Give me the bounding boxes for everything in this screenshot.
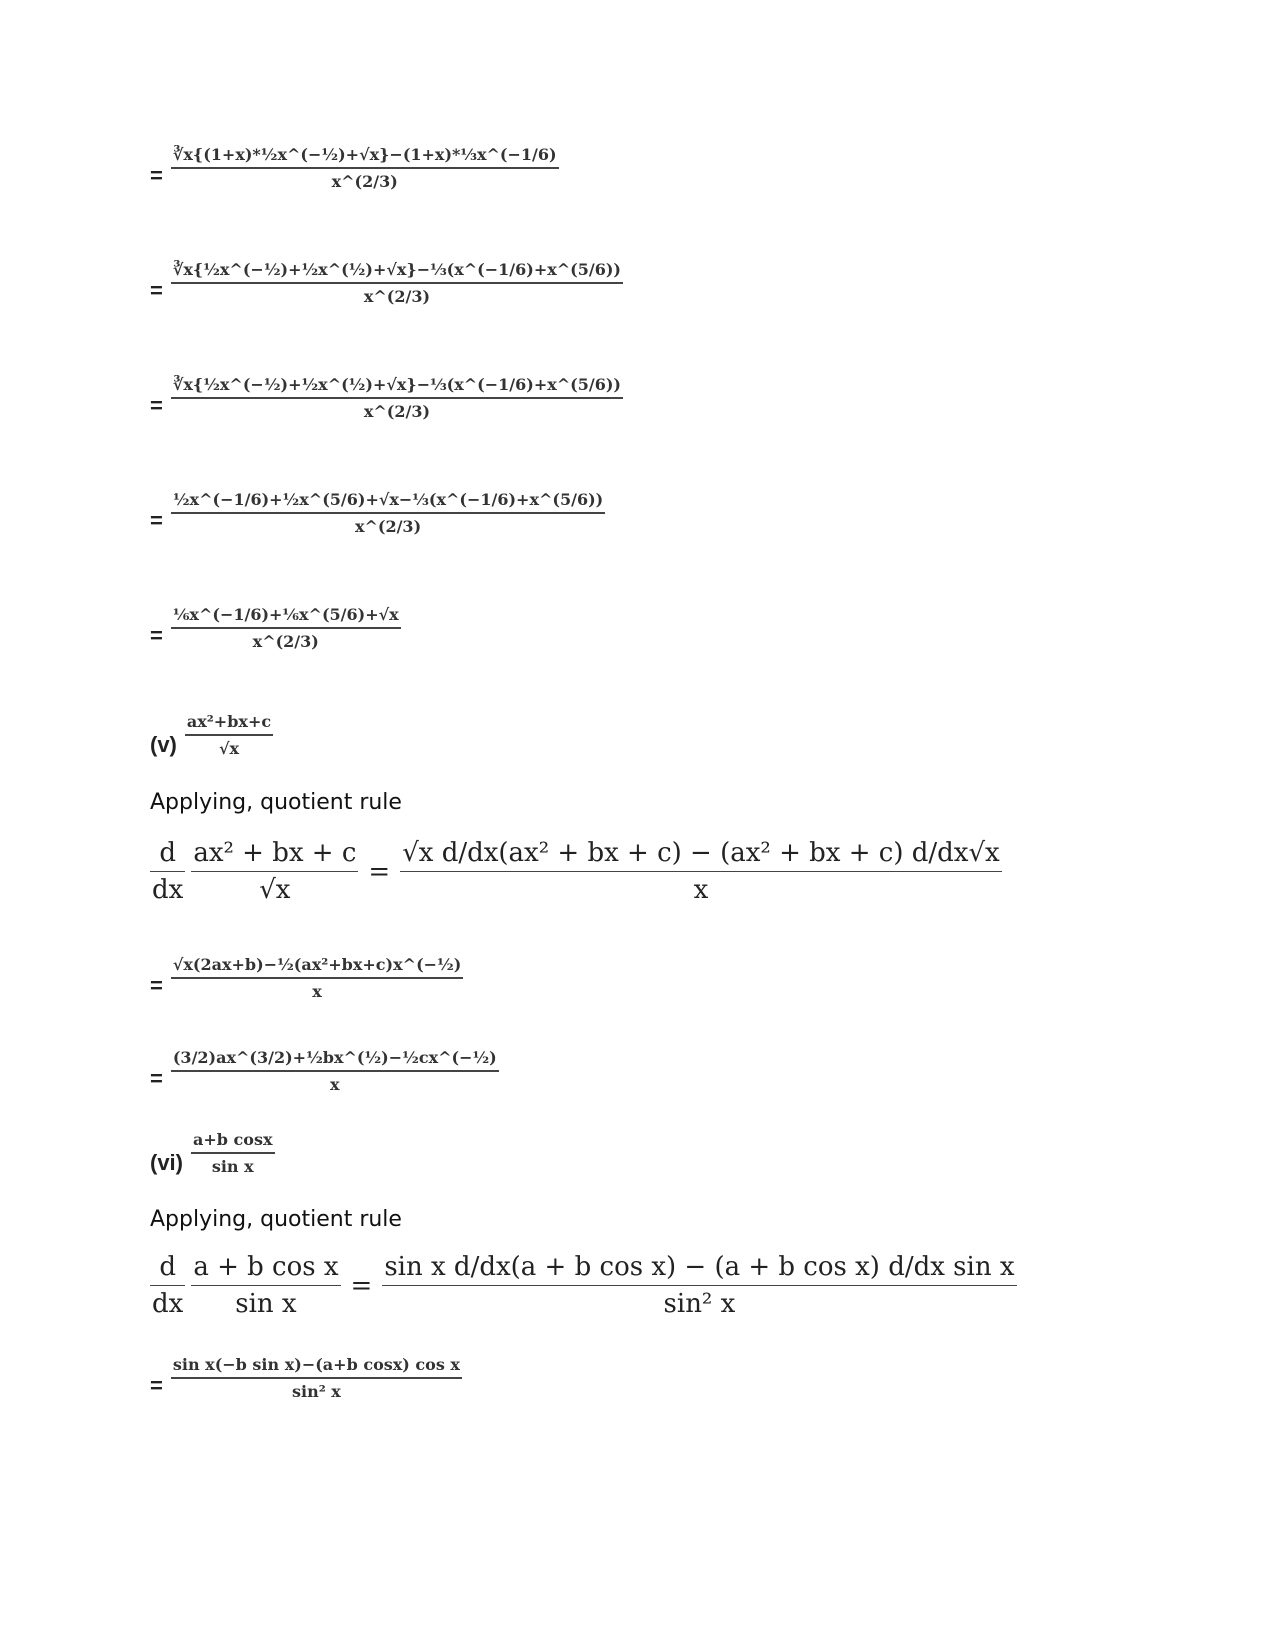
part-vi-heading: [150, 1130, 275, 1176]
equals-sign: =: [350, 1270, 373, 1301]
numerator: ax²+bx+c: [186, 712, 272, 731]
equation-step-3: [150, 375, 623, 421]
equals-sign: =: [150, 623, 163, 648]
fraction: [171, 375, 623, 421]
instruction-text: Applying, quotient rule: [150, 1207, 402, 1232]
rhs-fraction: [400, 838, 1001, 905]
equals-sign: =: [150, 393, 163, 418]
dx-denominator: dx: [152, 1289, 184, 1319]
denominator: x: [330, 1075, 340, 1094]
equals-sign: =: [150, 973, 163, 998]
numerator: sin x d/dx(a + b cos x) − (a + b cos x) d/dx sin x: [384, 1252, 1015, 1282]
equals-sign: =: [150, 1066, 163, 1091]
equals-sign: =: [150, 278, 163, 303]
fraction: [171, 605, 401, 651]
numerator: ∛x{½x^(−½)+½x^(½)+√x}−⅓(x^(−1/6)+x^(5/6)): [172, 260, 621, 279]
numerator: a+b cosx: [193, 1130, 273, 1149]
denominator: sin x: [235, 1289, 297, 1319]
denominator: x^(2/3): [252, 632, 319, 651]
equation-step-5: [150, 605, 401, 651]
denominator: sin² x: [291, 1382, 341, 1401]
equals-sign: =: [150, 163, 163, 188]
fraction: [171, 145, 559, 191]
numerator: √x(2ax+b)−½(ax²+bx+c)x^(−½): [172, 955, 462, 974]
equation-step-7: [150, 1048, 499, 1094]
lhs-fraction: [191, 838, 358, 905]
equation-step-6: [150, 955, 463, 1001]
fraction: [191, 1130, 275, 1176]
numerator: a + b cos x: [193, 1252, 339, 1282]
part-v-heading: [150, 712, 273, 758]
denominator: x: [693, 875, 709, 905]
numerator: sin x(−b sin x)−(a+b cosx) cos x: [172, 1355, 460, 1374]
fraction: [171, 260, 623, 306]
equation-step-1: [150, 145, 559, 191]
numerator: (3/2)ax^(3/2)+½bx^(½)−½cx^(−½): [172, 1048, 497, 1067]
denominator: sin² x: [663, 1289, 736, 1319]
fraction: [171, 1355, 462, 1401]
rhs-fraction: [382, 1252, 1016, 1319]
denominator: x^(2/3): [331, 172, 398, 191]
numerator: √x d/dx(ax² + bx + c) − (ax² + bx + c) d/dx√x: [402, 838, 1000, 868]
fraction: [185, 712, 273, 758]
fraction: [171, 1048, 499, 1094]
numerator: ∛x{½x^(−½)+½x^(½)+√x}−⅓(x^(−1/6)+x^(5/6)): [172, 375, 621, 394]
lhs-fraction: [191, 1252, 340, 1319]
equation-step-8: [150, 1355, 462, 1401]
d-numerator: d: [159, 838, 176, 868]
dx-denominator: dx: [152, 875, 184, 905]
denominator: x^(2/3): [363, 287, 431, 306]
equals-sign: =: [368, 856, 391, 887]
equation-step-2: [150, 260, 623, 306]
fraction: [171, 490, 605, 536]
numerator: ∛x{(1+x)*½x^(−½)+√x}−(1+x)*⅓x^(−1/6): [172, 145, 557, 164]
quotient-rule-vi: [150, 1252, 1017, 1319]
part-label: (v): [150, 732, 177, 757]
denominator: x^(2/3): [363, 402, 431, 421]
instruction-text: Applying, quotient rule: [150, 790, 402, 815]
denominator: x: [312, 982, 322, 1001]
equals-sign: =: [150, 508, 163, 533]
denominator: √x: [259, 875, 291, 905]
denominator: √x: [218, 739, 240, 758]
numerator: ⅙x^(−1/6)+⅙x^(5/6)+√x: [172, 605, 399, 624]
numerator: ax² + bx + c: [193, 838, 357, 868]
equals-sign: =: [150, 1373, 163, 1398]
equation-step-4: [150, 490, 605, 536]
denominator: sin x: [211, 1157, 254, 1176]
quotient-rule-v: [150, 838, 1002, 905]
d-numerator: d: [159, 1252, 176, 1282]
fraction: [171, 955, 463, 1001]
derivative-operator: [150, 1252, 185, 1319]
denominator: x^(2/3): [354, 517, 422, 536]
part-label: (vi): [150, 1150, 183, 1175]
derivative-operator: [150, 838, 185, 905]
numerator: ½x^(−1/6)+½x^(5/6)+√x−⅓(x^(−1/6)+x^(5/6)): [172, 490, 604, 509]
